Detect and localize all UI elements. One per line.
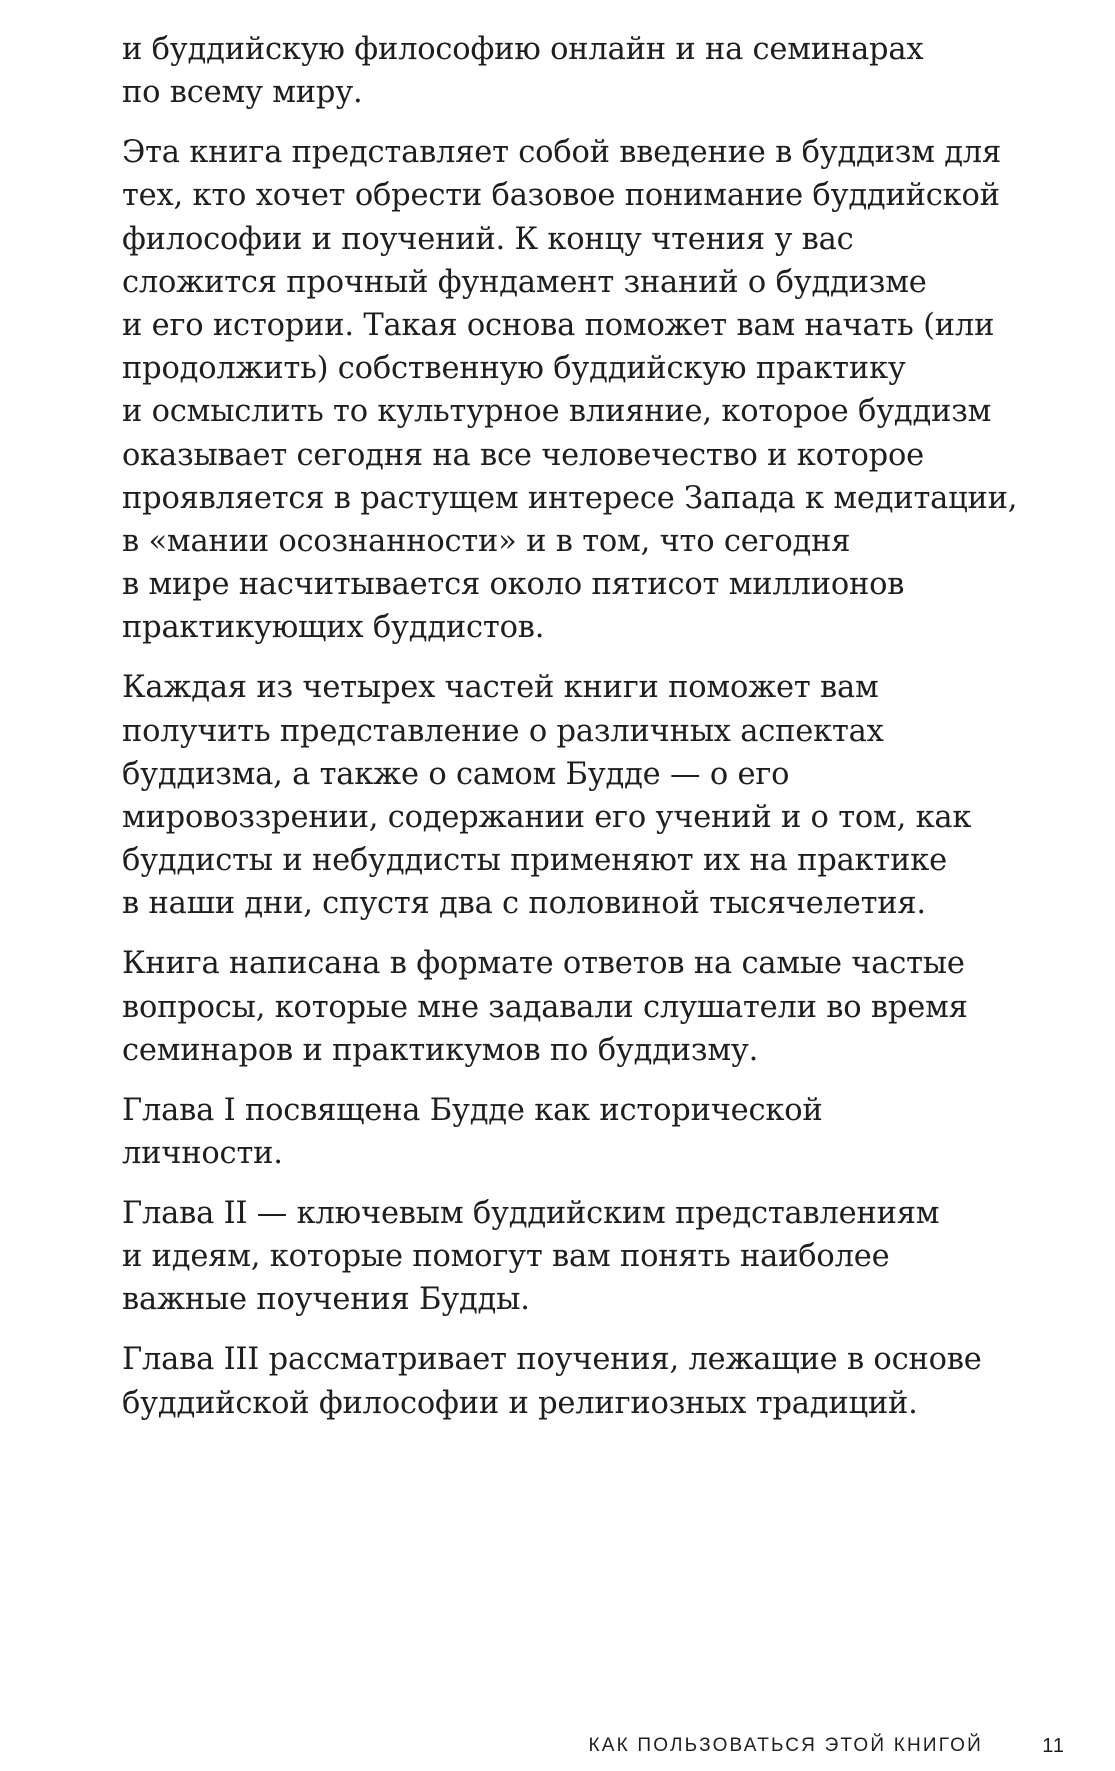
page-number: 11 xyxy=(1042,1735,1065,1757)
page-footer xyxy=(0,1731,1115,1761)
paragraph-chapter-1: Глава I посвящена Будде как исторической личности. xyxy=(122,1092,823,1172)
paragraph-book-parts: Каждая из четырех частей книги поможет вам получить представление о различных аспектах буддизма, а также о самом Будде — о его мировоззрении, содержании его учений и о том, как буддисты и небуддисты применяют их на практике в наши дни, спустя два с половиной тысячелетия. xyxy=(122,670,972,922)
running-title: КАК ПОЛЬЗОВАТЬСЯ ЭТОЙ КНИГОЙ xyxy=(588,1735,983,1756)
paragraph-book-intro: Эта книга представляет собой введение в буддизм для тех, кто хочет обрести базовое понимание буддийской философии и поучений. К концу чтения у вас сложится прочный фундамент знаний о буддизме и его истории. Такая основа поможет вам начать (или продолжить) собственную буддийскую практику и осмыслить то культурное влияние, которое буддизм оказывает сегодня на все человечество и которое проявляется в растущем интересе Запада к медитации, в «мании осознанности» и в том, что сегодня в мире насчитывается около пятисот миллионов практикующих буддистов. xyxy=(122,135,1018,646)
paragraph-chapter-3: Глава III рассматривает поучения, лежащие в основе буддийской философии и религиозных традиций. xyxy=(122,1342,982,1421)
paragraph-continuation: и буддийскую философию онлайн и на семинарах по всему миру. xyxy=(122,32,924,111)
paragraph-book-format: Книга написана в формате ответов на самые частые вопросы, которые мне задавали слушатели во время семинаров и практикумов по буддизму. xyxy=(122,946,968,1068)
body-text xyxy=(122,28,1082,1442)
paragraph-chapter-2: Глава II — ключевым буддийским представлениям и идеям, которые помогут вам понять наиболее важные поучения Будды. xyxy=(122,1196,940,1318)
